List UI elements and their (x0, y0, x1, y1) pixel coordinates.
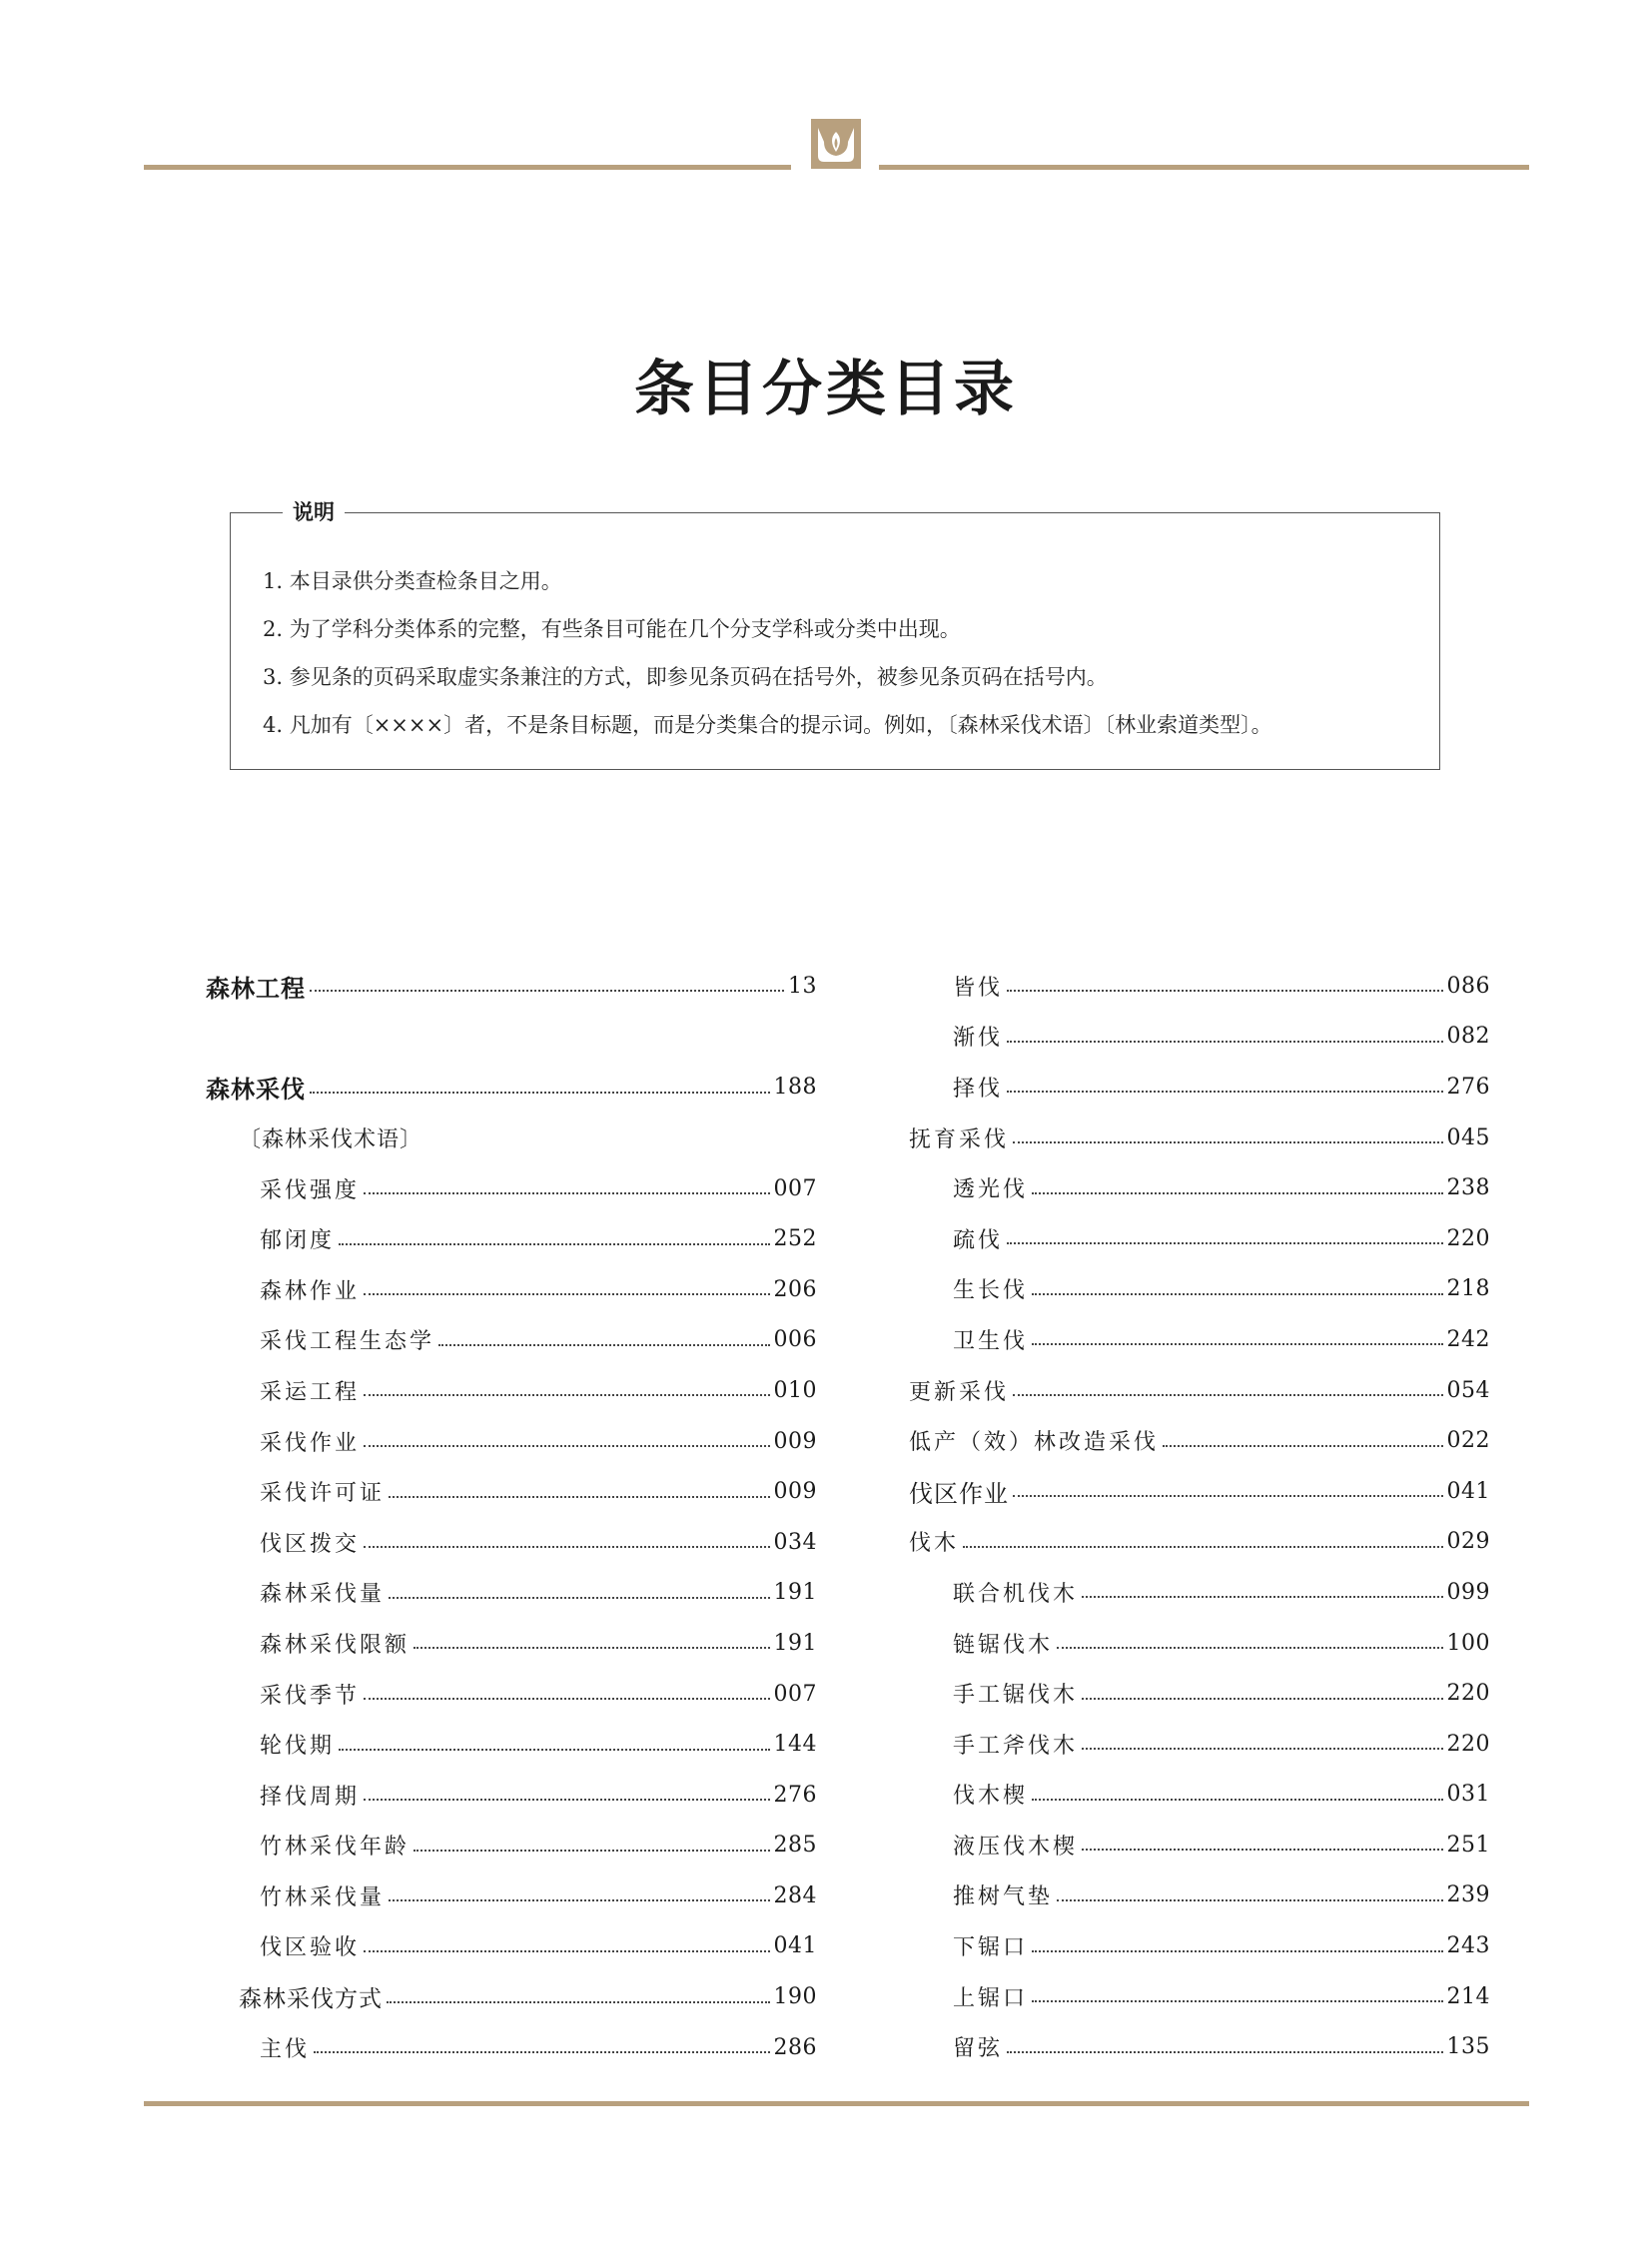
toc-entry-page: 220 (1446, 1731, 1490, 1757)
toc-entry[interactable] (206, 1517, 817, 1568)
toc-entry-label: 〔森林采伐术语〕 (239, 1126, 423, 1152)
toc-entry[interactable] (206, 1568, 817, 1619)
toc-entry-page: 252 (773, 1226, 817, 1252)
toc-entry-page: 286 (773, 2034, 817, 2060)
toc-dot-leader (339, 1243, 769, 1245)
toc-entry[interactable] (206, 1213, 817, 1264)
toc-entry[interactable] (909, 1062, 1490, 1113)
toc-entry-label: 下锯口 (953, 1935, 1029, 1961)
toc-entry[interactable] (909, 1719, 1490, 1770)
toc-entry-label: 竹林采伐量 (260, 1884, 386, 1910)
toc-dot-leader (1013, 1141, 1442, 1143)
toc-entry[interactable] (909, 1213, 1490, 1264)
notes-box (230, 500, 1440, 770)
toc-dot-leader (364, 1698, 769, 1700)
toc-entry-label: 郁闭度 (260, 1228, 336, 1254)
toc-entry-page: 099 (1446, 1579, 1490, 1605)
toc-entry[interactable] (909, 1162, 1490, 1213)
toc-entry-page: 285 (773, 1833, 817, 1859)
toc-dot-leader (1082, 1849, 1442, 1851)
toc-entry-page: 220 (1446, 1681, 1490, 1707)
toc-entry[interactable] (909, 1920, 1490, 1971)
toc-dot-leader (1013, 1495, 1443, 1497)
toc-dot-leader (389, 1496, 769, 1498)
toc-entry-label: 抚育采伐 (909, 1126, 1010, 1152)
toc-dot-leader (1032, 1192, 1442, 1194)
toc-entry-page: 206 (773, 1276, 817, 1302)
toc-entry-label: 联合机伐木 (953, 1581, 1079, 1607)
toc-entry-page: 220 (1446, 1225, 1490, 1251)
toc-entry-label: 主伐 (260, 2036, 311, 2062)
toc-entry-label: 采伐作业 (260, 1430, 361, 1456)
toc-entry-page: 031 (1446, 1782, 1490, 1808)
toc-dot-leader (310, 990, 784, 992)
toc-column-left (206, 961, 817, 2072)
toc-entry-label: 森林作业 (260, 1278, 361, 1304)
footer-rule (144, 2101, 1529, 2106)
toc-entry[interactable] (909, 1517, 1490, 1568)
toc-dot-leader (1007, 1242, 1442, 1244)
toc-entry-page: 191 (773, 1580, 817, 1606)
toc-entry-label: 竹林采伐年龄 (260, 1835, 411, 1861)
toc-dot-leader (1032, 2000, 1442, 2002)
toc-entry[interactable] (909, 1971, 1490, 2022)
toc-entry[interactable] (206, 961, 817, 1012)
toc-column-right (909, 961, 1490, 2072)
toc-entry-page: 276 (1446, 1074, 1490, 1100)
toc-entry-page: 135 (1446, 2034, 1490, 2060)
toc-entry[interactable] (206, 1618, 817, 1669)
toc-entry[interactable] (909, 1365, 1490, 1416)
toc-entry-page: 144 (773, 1732, 817, 1758)
toc-entry-label: 手工斧伐木 (953, 1733, 1079, 1759)
toc-entry-page: 214 (1446, 1983, 1490, 2009)
toc-entry-page: 191 (773, 1630, 817, 1656)
toc-entry-page: 009 (773, 1479, 817, 1505)
toc-entry[interactable] (206, 1365, 817, 1416)
toc-entry-label: 森林采伐限额 (260, 1632, 411, 1658)
toc-entry[interactable] (909, 1820, 1490, 1870)
toc-dot-leader (389, 1899, 769, 1901)
toc-entry[interactable] (909, 1264, 1490, 1315)
toc-entry[interactable] (206, 1971, 817, 2022)
toc-dot-leader (1057, 1647, 1442, 1649)
toc-dot-leader (1007, 1091, 1442, 1093)
toc-entry-page: 100 (1446, 1630, 1490, 1656)
toc-dot-leader (364, 1546, 769, 1548)
toc-dot-leader (413, 1850, 769, 1852)
toc-entry-label: 森林采伐量 (260, 1582, 386, 1608)
toc-entry-page: 243 (1446, 1933, 1490, 1959)
toc-entry[interactable] (206, 2022, 817, 2073)
toc-dot-leader (364, 1950, 769, 1952)
toc-entry[interactable] (206, 1669, 817, 1720)
toc-dot-leader (1082, 1698, 1442, 1700)
toc-entry-label: 液压伐木楔 (953, 1834, 1079, 1860)
toc-entry-label: 采伐强度 (260, 1177, 361, 1203)
header-rule-left (144, 165, 791, 170)
toc-dot-leader (1057, 1899, 1442, 1901)
toc-entry[interactable] (206, 1719, 817, 1770)
toc-entry[interactable] (206, 1063, 817, 1114)
toc-entry-label: 采伐许可证 (260, 1481, 386, 1507)
toc-entry-label: 留弦 (953, 2036, 1004, 2062)
toc-dot-leader (438, 1344, 769, 1346)
toc-entry-page: 238 (1446, 1175, 1490, 1201)
toc-entry-page: 007 (773, 1681, 817, 1707)
toc-entry[interactable] (909, 1668, 1490, 1719)
toc-entry-page: 276 (773, 1782, 817, 1808)
toc-entry-label: 渐伐 (953, 1026, 1004, 1052)
toc-dot-leader (1032, 1293, 1442, 1295)
toc-dot-leader (1007, 2051, 1442, 2053)
toc-category-heading (206, 1113, 817, 1163)
toc-dot-leader (389, 1597, 769, 1599)
toc-entry-label: 森林工程 (206, 974, 306, 1003)
toc-dot-leader (364, 1445, 769, 1447)
toc-entry-label: 森林采伐 (206, 1076, 306, 1105)
toc-entry[interactable] (909, 1466, 1490, 1517)
toc-dot-leader (314, 2051, 769, 2053)
toc-entry-page: 284 (773, 1882, 817, 1908)
toc-entry-page: 242 (1446, 1326, 1490, 1352)
toc-entry-page: 13 (788, 973, 817, 999)
note-item: 2. 为了学科分类体系的完整，有些条目可能在几个分支学科或分类中出现。 (263, 617, 961, 641)
toc-spacer (206, 1012, 817, 1063)
toc-dot-leader (364, 1799, 769, 1801)
toc-entry[interactable] (206, 1870, 817, 1921)
toc-dot-leader (1007, 1041, 1442, 1043)
toc-entry-label: 上锯口 (953, 1985, 1029, 2011)
note-item: 3. 参见条的页码采取虚实条兼注的方式，即参见条页码在括号外，被参见条页码在括号内。 (263, 665, 1108, 689)
toc-entry-label: 疏伐 (953, 1227, 1004, 1253)
toc-entry-label: 更新采伐 (909, 1379, 1010, 1405)
toc-entry-page: 045 (1446, 1124, 1490, 1150)
toc-entry-label: 采伐工程生态学 (260, 1329, 435, 1355)
toc-dot-leader (1013, 1394, 1442, 1396)
page-title: 条目分类目录 (634, 355, 1018, 424)
toc-dot-leader (364, 1394, 769, 1396)
toc-entry-label: 采运工程 (260, 1379, 361, 1405)
toc-dot-leader (339, 1749, 769, 1751)
leaf-emblem-icon (810, 118, 862, 170)
toc-entry-page: 009 (773, 1428, 817, 1454)
notes-heading: 说明 (283, 496, 345, 528)
toc-entry[interactable] (909, 1618, 1490, 1669)
toc-dot-leader (1032, 1950, 1442, 1952)
toc-entry-page: 190 (773, 1984, 817, 2010)
toc-entry-page: 239 (1446, 1882, 1490, 1908)
toc-dot-leader (387, 2001, 770, 2003)
note-item: 1. 本目录供分类查检条目之用。 (263, 569, 562, 593)
toc-entry[interactable] (206, 1416, 817, 1467)
notes-list (263, 557, 1419, 749)
toc-entry[interactable] (909, 1870, 1490, 1921)
toc-entry-label: 生长伐 (953, 1278, 1029, 1304)
toc-entry[interactable] (206, 1264, 817, 1315)
toc-entry[interactable] (206, 1921, 817, 1972)
toc-dot-leader (1032, 1799, 1442, 1801)
toc-entry-label: 伐区作业 (909, 1479, 1009, 1508)
toc-entry[interactable] (909, 1012, 1490, 1063)
toc-entry[interactable] (909, 1415, 1490, 1466)
toc-entry[interactable] (909, 1314, 1490, 1365)
toc-entry[interactable] (909, 1770, 1490, 1821)
toc-entry-label: 采伐季节 (260, 1683, 361, 1709)
toc-entry[interactable] (909, 961, 1490, 1012)
toc-entry-page: 007 (773, 1175, 817, 1201)
toc-entry-label: 伐区验收 (260, 1935, 361, 1961)
toc-entry-label: 轮伐期 (260, 1734, 336, 1760)
toc-entry-label: 低产（效）林改造采伐 (909, 1430, 1160, 1456)
toc-entry-label: 手工锯伐木 (953, 1683, 1079, 1709)
toc-dot-leader (310, 1092, 770, 1094)
toc-entry-label: 伐木楔 (953, 1784, 1029, 1810)
toc-entry[interactable] (206, 1770, 817, 1821)
toc-entry-label: 森林采伐方式 (239, 1986, 383, 2013)
toc-entry[interactable] (909, 1113, 1490, 1163)
toc-entry[interactable] (909, 1567, 1490, 1618)
toc-entry-label: 伐区拨交 (260, 1531, 361, 1557)
toc-entry-page: 022 (1446, 1428, 1490, 1454)
toc-entry-page: 034 (773, 1529, 817, 1555)
toc-dot-leader (1082, 1596, 1442, 1598)
toc-dot-leader (413, 1647, 769, 1649)
toc-entry[interactable] (206, 1163, 817, 1214)
toc-entry-label: 链锯伐木 (953, 1632, 1054, 1658)
toc-entry-label: 择伐 (953, 1076, 1004, 1102)
toc-entry-page: 041 (773, 1933, 817, 1959)
toc-entry-page: 188 (773, 1075, 817, 1101)
toc-entry[interactable] (206, 1315, 817, 1366)
toc-entry-page: 086 (1446, 973, 1490, 999)
note-item: 4. 凡加有〔××××〕者，不是条目标题，而是分类集合的提示词。例如，〔森林采伐术语〕〔林业索道类型〕。 (263, 713, 1272, 737)
toc-entry[interactable] (206, 1821, 817, 1871)
toc-entry-label: 推树气垫 (953, 1884, 1054, 1910)
toc-entry-page: 041 (1446, 1478, 1490, 1504)
toc-entry-label: 卫生伐 (953, 1328, 1029, 1354)
toc-dot-leader (364, 1192, 769, 1194)
toc-entry-page: 054 (1446, 1377, 1490, 1403)
toc-entry[interactable] (909, 2021, 1490, 2072)
toc-entry-label: 透光伐 (953, 1177, 1029, 1203)
header-rule-right (879, 165, 1529, 170)
toc-entry-label: 皆伐 (953, 975, 1004, 1001)
toc-entry-page: 218 (1446, 1276, 1490, 1302)
toc-entry[interactable] (206, 1466, 817, 1517)
toc-dot-leader (1032, 1343, 1442, 1345)
toc-entry-page: 251 (1446, 1832, 1490, 1858)
toc-entry-label: 伐木 (909, 1531, 960, 1557)
toc-entry-page: 010 (773, 1377, 817, 1403)
toc-entry-page: 029 (1446, 1529, 1490, 1555)
toc-entry-page: 006 (773, 1327, 817, 1353)
toc-dot-leader (364, 1293, 769, 1295)
toc-entry-page: 082 (1446, 1024, 1490, 1050)
toc-dot-leader (963, 1546, 1442, 1548)
toc-dot-leader (1163, 1445, 1442, 1447)
toc-dot-leader (1082, 1748, 1442, 1750)
toc-entry-label: 择伐周期 (260, 1784, 361, 1810)
toc-dot-leader (1007, 990, 1442, 992)
